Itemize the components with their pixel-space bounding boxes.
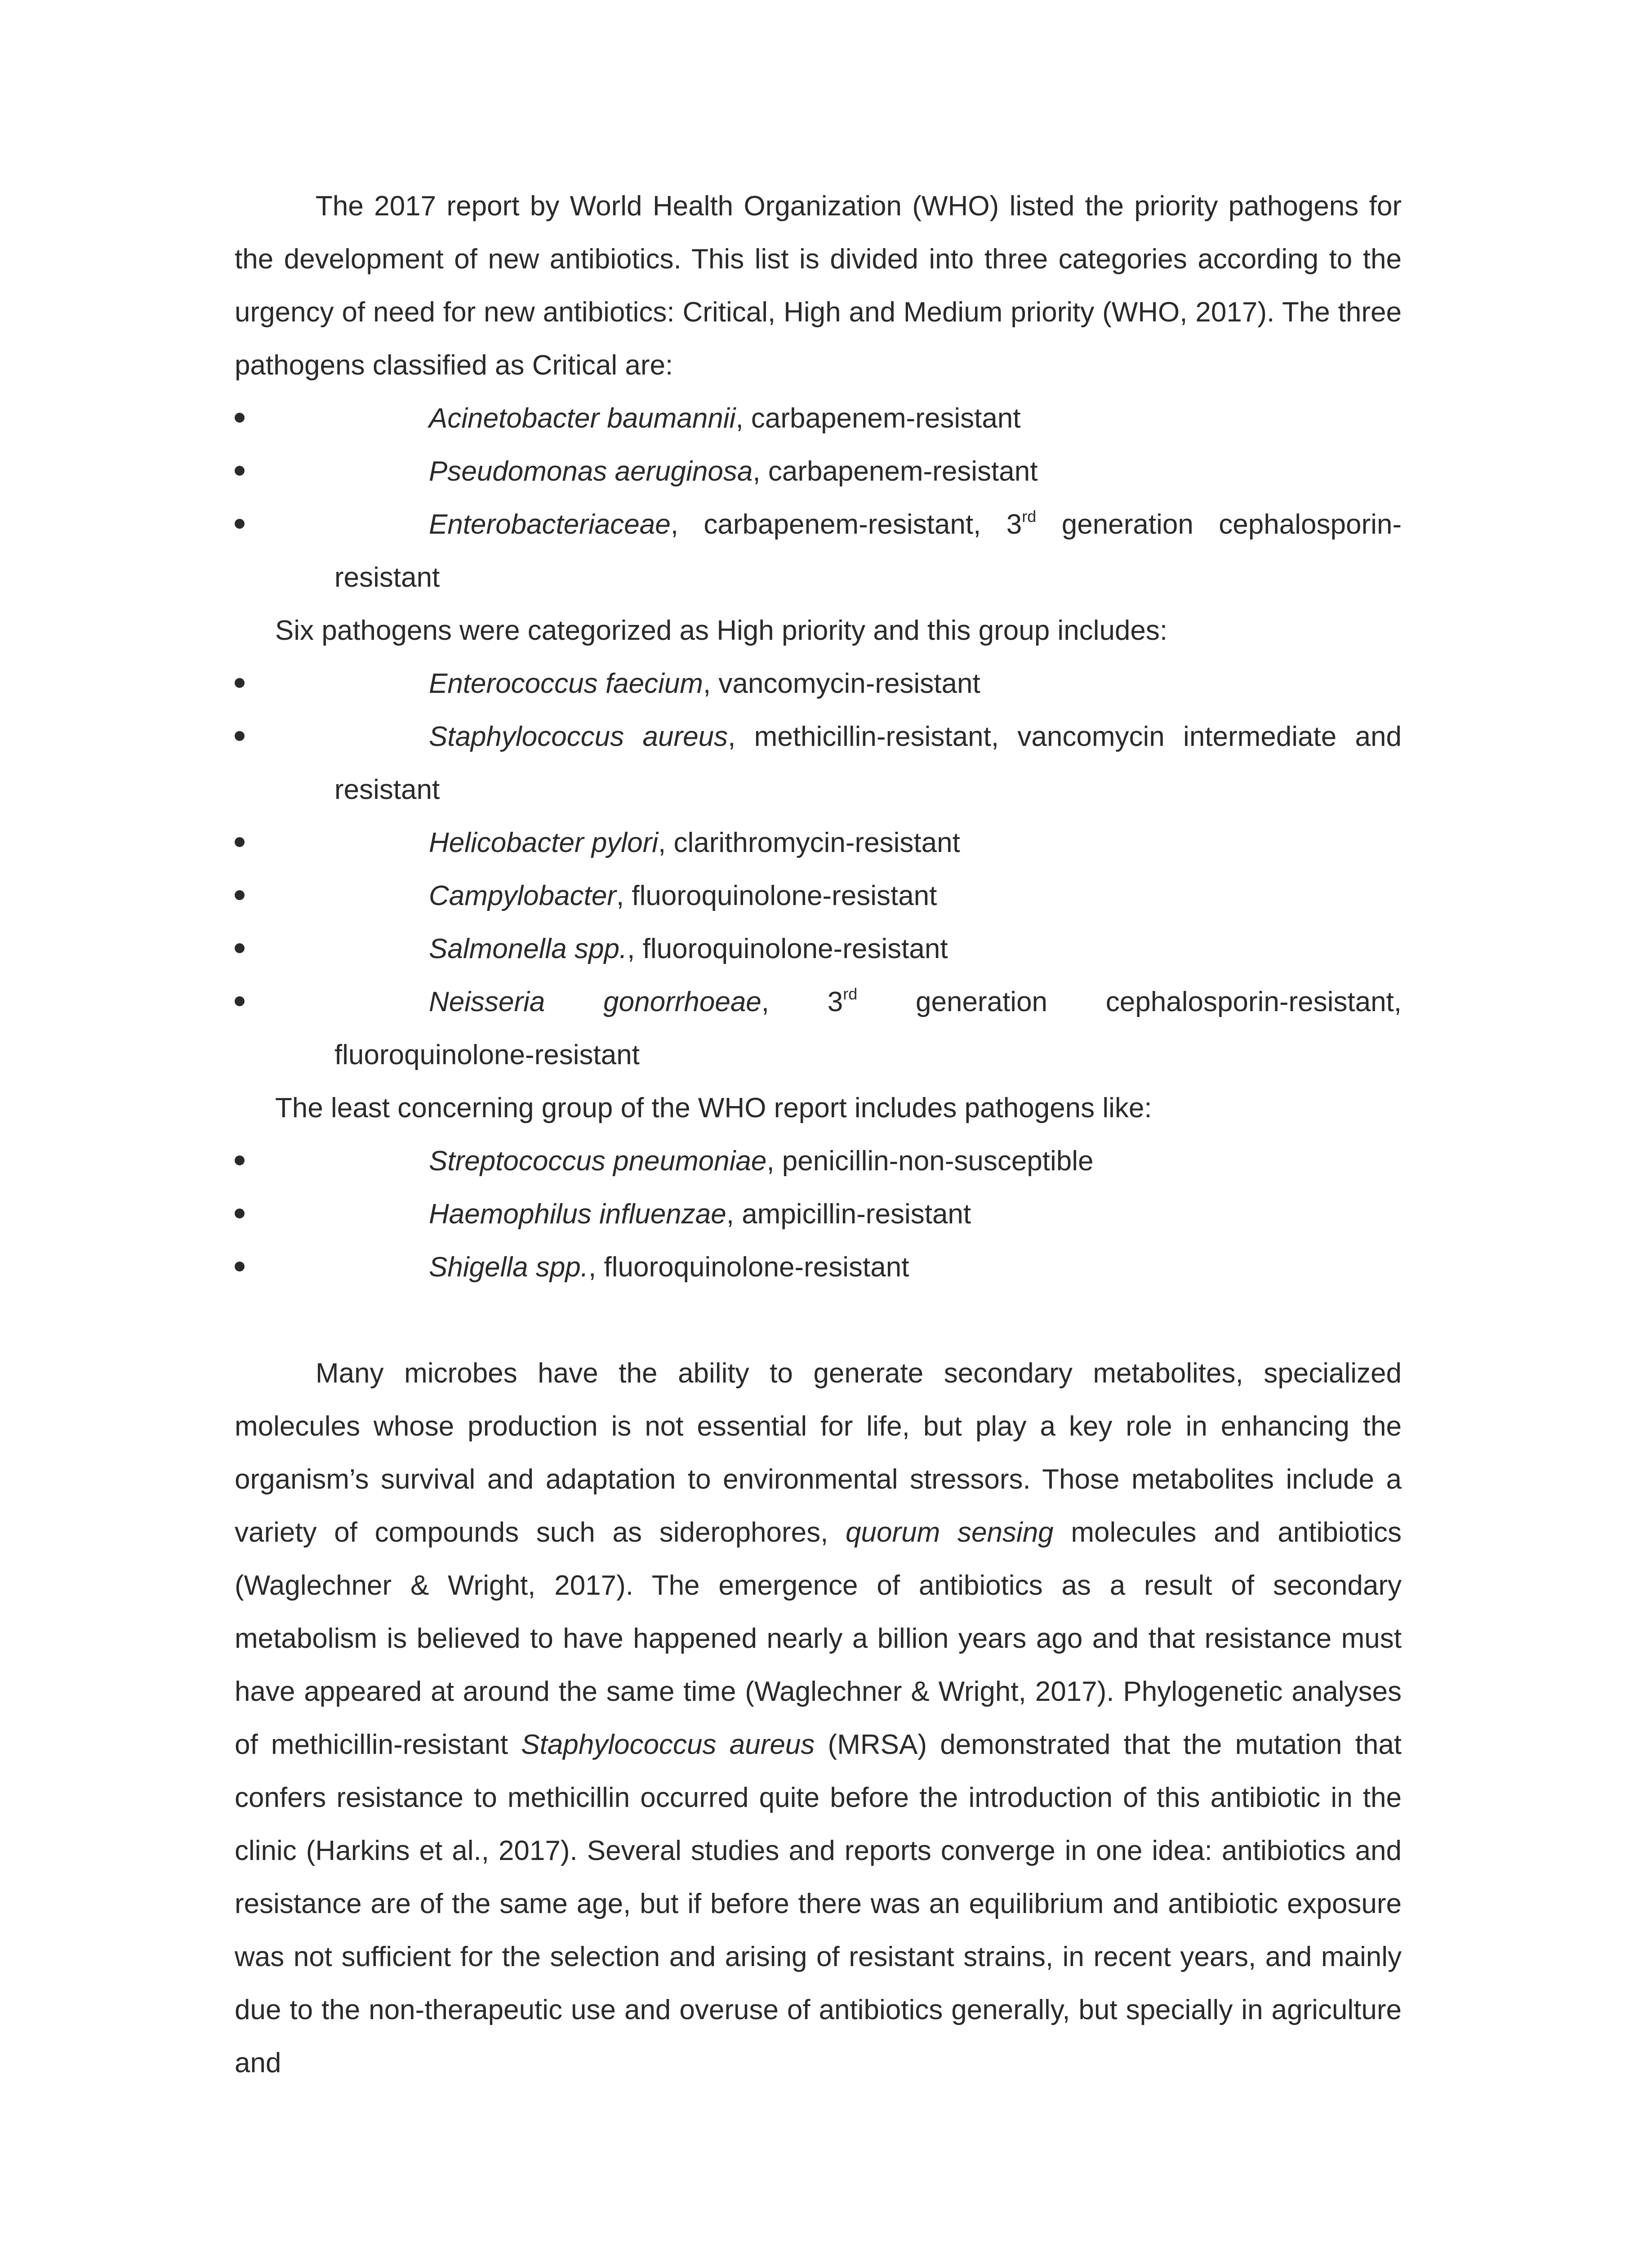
bullet-icon <box>235 1155 245 1165</box>
species-name: Salmonella spp. <box>429 933 628 964</box>
bullet-icon <box>235 837 245 847</box>
bullet-icon <box>235 890 245 900</box>
resistance-text: , carbapenem-resistant, 3 <box>670 509 1022 540</box>
resistance-text: generation cephalosporin-resistant, fluoroquinolone-resistant <box>334 986 1402 1070</box>
species-name: Enterococcus faecium <box>429 668 703 699</box>
bullet-icon <box>235 413 245 423</box>
list-item <box>235 392 1402 445</box>
list-item <box>235 1241 1402 1294</box>
resistance-text: , fluoroquinolone-resistant <box>627 933 948 964</box>
species-name: Campylobacter <box>429 880 616 911</box>
list-item <box>235 1135 1402 1188</box>
paragraph-gap <box>235 1294 1402 1347</box>
species-name: Helicobacter pylori <box>429 827 658 858</box>
list-item <box>235 445 1402 498</box>
bullet-icon <box>235 731 245 741</box>
bullet-icon <box>235 519 245 529</box>
italic-term: Staphylococcus aureus <box>521 1729 815 1760</box>
bullet-icon <box>235 678 245 688</box>
list-item <box>235 923 1402 976</box>
bullet-icon <box>235 1262 245 1271</box>
species-name: Streptococcus pneumoniae <box>429 1146 767 1177</box>
species-name: Enterobacteriaceae <box>429 509 671 540</box>
bullet-icon <box>235 1209 245 1218</box>
high-priority-list <box>235 657 1402 1082</box>
critical-priority-list <box>235 392 1402 604</box>
page-body <box>235 180 1402 2090</box>
resistance-text: , fluoroquinolone-resistant <box>588 1252 909 1283</box>
resistance-text: , carbapenem-resistant <box>735 403 1021 434</box>
species-name: Haemophilus influenzae <box>429 1199 726 1230</box>
resistance-text: , ampicillin-resistant <box>726 1199 971 1230</box>
resistance-text: , carbapenem-resistant <box>753 456 1038 487</box>
bullet-icon <box>235 466 245 476</box>
high-priority-intro: Six pathogens were categorized as High priority and this group includes: <box>275 615 1168 646</box>
species-name: Neisseria gonorrhoeae <box>429 986 761 1017</box>
list-item <box>235 657 1402 710</box>
resistance-text: , penicillin-non-susceptible <box>766 1146 1094 1177</box>
resistance-text: , methicillin-resistant, vancomycin intermediate and resistant <box>334 721 1402 805</box>
species-name: Acinetobacter baumannii <box>429 403 736 434</box>
resistance-text: generation cephalosporin-resistant <box>334 509 1402 593</box>
superscript: rd <box>843 985 858 1004</box>
bullet-icon <box>235 996 245 1006</box>
species-name: Pseudomonas aeruginosa <box>429 456 753 487</box>
secondary-metabolites-paragraph: Many microbes have the ability to generate secondary metabolites, specialized molecules whose production is not essential for life, but play a key role in enhancing the organism’s survival and adaptation to environmental stressors. Those metabolites include a variety of compounds such as siderophores, quorum sensing molecules and antibiotics (Waglechner & Wright, 2017). The emergence of antibiotics as a result of secondary metabolism is believed to have happened nearly a billion years ago and that resistance must have appeared at around the same time (Waglechner & Wright, 2017). Phylogenetic analyses of methicillin-resistant Staphylococcus aureus (MRSA) demonstrated that the mutation that confers resistance to methicillin occurred quite before the introduction of this antibiotic in the clinic (Harkins et al., 2017). Several studies and reports converge in one idea: antibiotics and resistance are of the same age, but if before there was an equilibrium and antibiotic exposure was not sufficient for the selection and arising of resistant strains, in recent years, and mainly due to the non-therapeutic use and overuse of antibiotics generally, but specially in agriculture and <box>235 1358 1402 2079</box>
list-item <box>235 816 1402 870</box>
who-report-paragraph: The 2017 report by World Health Organization (WHO) listed the priority pathogens for the development of new antibiotics. This list is divided into three categories according to the urgency of need for new antibiotics: Critical, High and Medium priority (WHO, 2017). The three pathogens classified as Critical are: <box>235 191 1402 381</box>
resistance-text: , 3 <box>761 986 843 1017</box>
resistance-text: , vancomycin-resistant <box>703 668 980 699</box>
species-name: Staphylococcus aureus <box>429 721 728 752</box>
list-item <box>235 710 1402 816</box>
list-item <box>235 976 1402 1082</box>
resistance-text: , clarithromycin-resistant <box>658 827 960 858</box>
list-item <box>235 498 1402 604</box>
species-name: Shigella spp. <box>429 1252 589 1283</box>
medium-priority-list <box>235 1135 1402 1294</box>
italic-term: quorum sensing <box>846 1517 1054 1548</box>
medium-priority-intro: The least concerning group of the WHO report includes pathogens like: <box>275 1093 1152 1124</box>
list-item <box>235 1188 1402 1241</box>
resistance-text: , fluoroquinolone-resistant <box>616 880 937 911</box>
bullet-icon <box>235 943 245 953</box>
superscript: rd <box>1022 507 1037 526</box>
list-item <box>235 870 1402 923</box>
